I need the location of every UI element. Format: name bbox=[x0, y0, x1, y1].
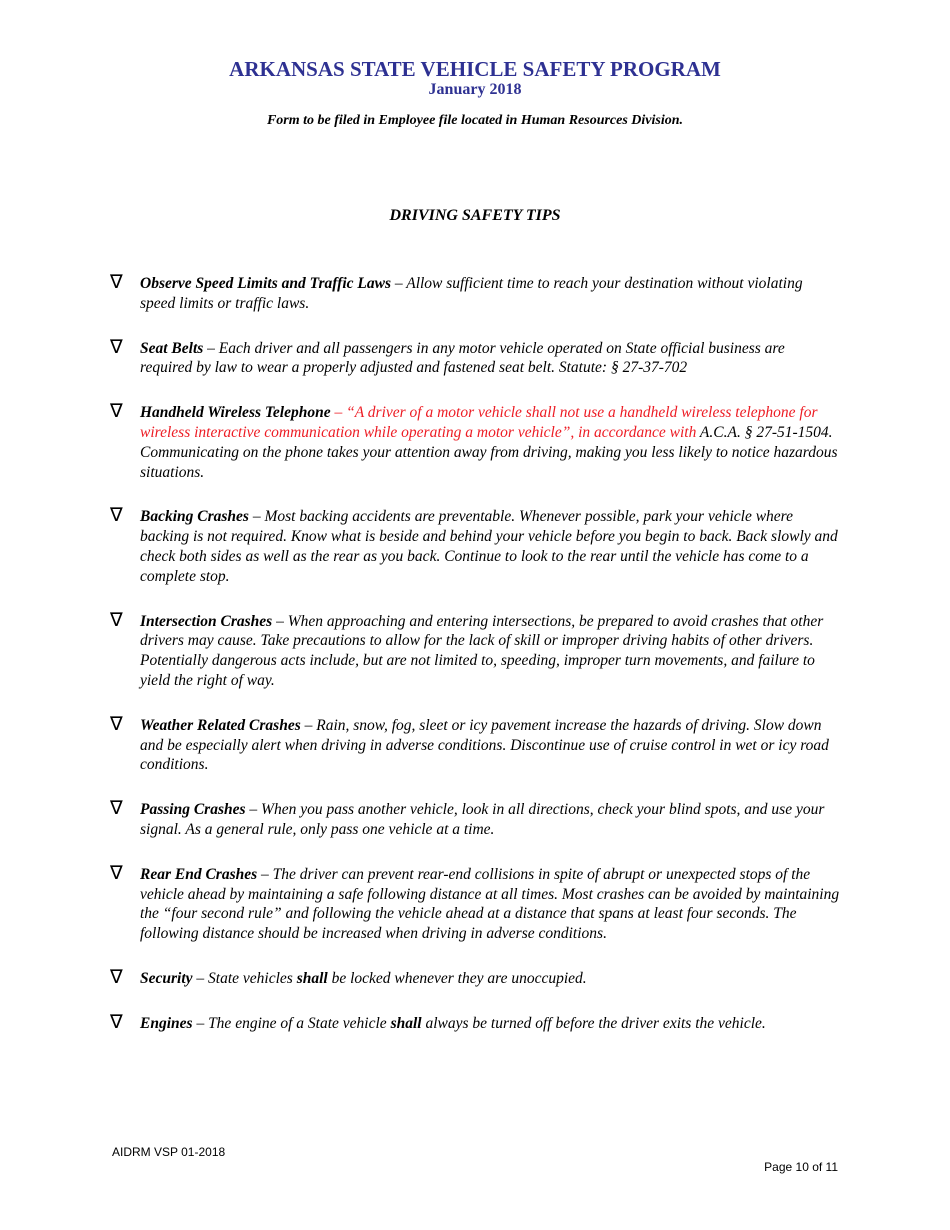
tip-item bbox=[110, 608, 840, 691]
tip-text: – State vehicles bbox=[192, 969, 297, 987]
nabla-triangle-icon: ∇ bbox=[110, 271, 123, 293]
tip-item bbox=[110, 504, 840, 586]
tip-heading: Seat Belts bbox=[140, 339, 204, 357]
tip-text: – Rain, snow, fog, sleet or icy pavement increase the hazards of driving. Slow down and be especially alert when driving in adverse conditions. Discontinue use of cruise control in wet or icy road conditions. bbox=[140, 716, 829, 774]
nabla-triangle-icon: ∇ bbox=[110, 1010, 123, 1033]
nabla-triangle-icon: ∇ bbox=[110, 965, 123, 988]
tip-text-after: be locked whenever they are unoccupied. bbox=[327, 969, 587, 987]
section-title: DRIVING SAFETY TIPS bbox=[389, 207, 561, 224]
tip-item bbox=[110, 712, 840, 775]
tip-item bbox=[110, 797, 840, 840]
document-date: January 2018 bbox=[428, 81, 522, 98]
tip-quote-text: – “A driver of a motor vehicle shall not use a handheld wireless telephone for wireless interactive communication while operating a motor vehicle”, in accordance with bbox=[140, 404, 818, 441]
form-identifier: AIDRM VSP 01-2018 bbox=[112, 1145, 226, 1159]
nabla-triangle-icon: ∇ bbox=[110, 400, 123, 423]
filing-note: Form to be filed in Employee file located in Human Resources Division. bbox=[266, 113, 684, 128]
tips-list bbox=[110, 271, 840, 1059]
tip-emphasis: shall bbox=[390, 1014, 422, 1032]
tip-item bbox=[110, 271, 840, 314]
tip-item bbox=[110, 1010, 840, 1034]
tip-text: – Allow sufficient time to reach your destination without violating speed limits or traffic laws. bbox=[140, 275, 803, 312]
nabla-triangle-icon: ∇ bbox=[110, 712, 123, 735]
tip-text-after: always be turned off before the driver exits the vehicle. bbox=[421, 1014, 766, 1032]
nabla-triangle-icon: ∇ bbox=[110, 861, 123, 884]
tip-heading: Engines bbox=[140, 1014, 193, 1032]
tip-text: – When approaching and entering intersections, be prepared to avoid crashes that other drivers may cause. Take precautions to allow for the lack of skill or improper driving habits of other drivers. Potentially dangerous acts include, but are not limited to, speeding, improper turn movements, and failure to yield the right of way. bbox=[140, 612, 824, 689]
tip-text: A.C.A. § 27-51-1504. Communicating on the phone takes your attention away from driving, making you less likely to notice hazardous situations. bbox=[140, 423, 838, 481]
tip-text: – Each driver and all passengers in any motor vehicle operated on State official business are required by law to wear a properly adjusted and fastened seat belt. Statute: § 27-37-702 bbox=[140, 339, 785, 377]
nabla-triangle-icon: ∇ bbox=[110, 504, 123, 527]
tip-text: – When you pass another vehicle, look in all directions, check your blind spots, and use your signal. As a general rule, only pass one vehicle at a time. bbox=[140, 801, 825, 838]
tip-text: – The engine of a State vehicle bbox=[192, 1014, 391, 1032]
tip-heading: Handheld Wireless Telephone bbox=[140, 404, 331, 422]
nabla-triangle-icon: ∇ bbox=[110, 335, 123, 358]
tip-heading: Passing Crashes bbox=[140, 801, 246, 819]
nabla-triangle-icon: ∇ bbox=[110, 797, 123, 820]
tip-heading: Security bbox=[140, 969, 193, 987]
tip-item bbox=[110, 861, 840, 944]
document-title: ARKANSAS STATE VEHICLE SAFETY PROGRAM bbox=[229, 57, 721, 81]
tip-heading: Rear End Crashes bbox=[140, 865, 258, 883]
tip-item bbox=[110, 335, 840, 379]
tip-text: – Most backing accidents are preventable. Whenever possible, park your vehicle where backing is not required. Know what is beside and behind your vehicle before you begin to back. Back slowly and check both sides as well as the rear as you back. Continue to look to the rear until the vehicle has come to a complete stop. bbox=[140, 508, 838, 585]
tip-item bbox=[110, 400, 840, 482]
tip-heading: Observe Speed Limits and Traffic Laws bbox=[140, 275, 391, 292]
tip-emphasis: shall bbox=[296, 969, 328, 987]
tip-heading: Backing Crashes bbox=[140, 508, 249, 526]
tip-item bbox=[110, 965, 840, 989]
tip-heading: Intersection Crashes bbox=[140, 612, 273, 630]
page-number: Page 10 of 11 bbox=[764, 1160, 838, 1174]
tip-text: – The driver can prevent rear-end collisions in spite of abrupt or unexpected stops of the vehicle ahead by maintaining a safe following distance at all times. Most crashes can be avoided by maintaining the “four second rule” and following the vehicle ahead at a distance that spans at least four seconds. The following distance should be increased when driving in adverse conditions. bbox=[140, 865, 840, 943]
nabla-triangle-icon: ∇ bbox=[110, 608, 123, 631]
tip-heading: Weather Related Crashes bbox=[140, 716, 301, 734]
